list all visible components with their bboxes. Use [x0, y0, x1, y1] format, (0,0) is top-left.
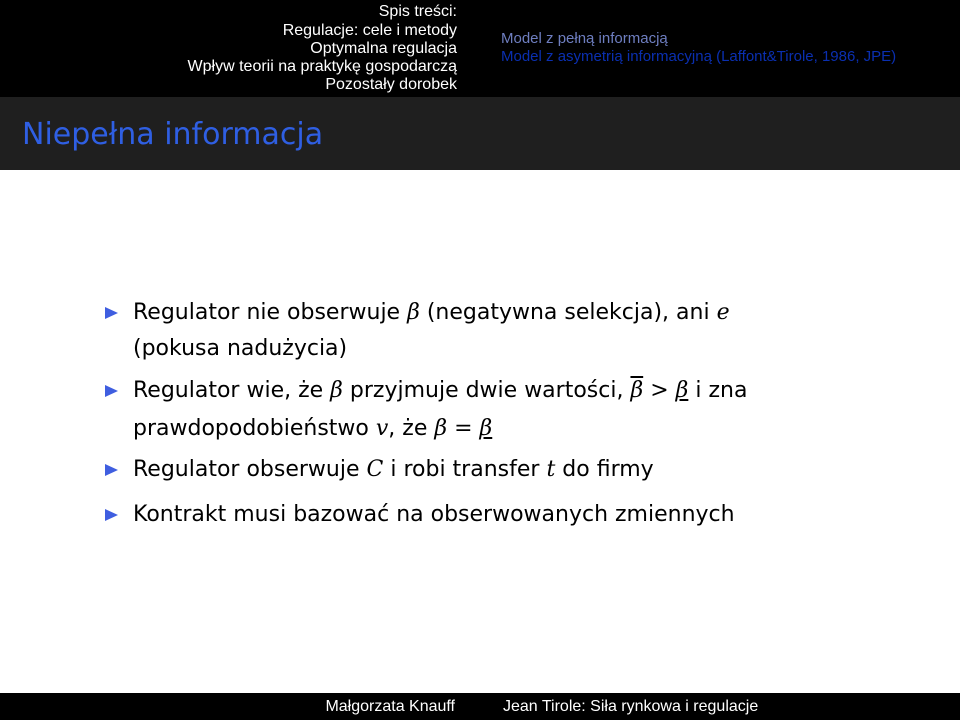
bullet-2-line-1	[133, 378, 747, 404]
bullet-3-text-a: Regulator obserwuje	[133, 457, 360, 482]
c-symbol: C	[366, 457, 384, 482]
bullet-4-line-1: Kontrakt musi bazować na obserwowanych zmiennych	[133, 502, 735, 527]
bullet-2-text-b: przyjmuje dwie wartości,	[349, 378, 624, 403]
bullet-triangle-icon	[105, 307, 118, 319]
footer-title: Jean Tirole: Siła rynkowa i regulacje	[503, 698, 759, 715]
subsection-asymetria-informacyjna[interactable]: Model z asymetrią informacyjną (Laffont&Tirole, 1986, JPE)	[501, 48, 897, 65]
beta-symbol: β	[330, 378, 343, 403]
beta-symbol: β	[407, 300, 420, 325]
toc-item-pozostaly-dorobek[interactable]: Pozostały dorobek	[325, 76, 457, 93]
bullet-2-line-2	[133, 416, 492, 442]
beta-underline-symbol: β	[675, 378, 689, 403]
bullet-triangle-icon	[105, 385, 118, 397]
bullet-triangle-icon	[105, 464, 118, 476]
bullet-2-text-f: , że	[388, 416, 428, 441]
toc-item-optymalna-regulacja[interactable]: Optymalna regulacja	[310, 40, 457, 57]
bullet-triangle-icon	[105, 509, 118, 521]
equals-symbol: =	[454, 416, 473, 441]
toc-item-regulacje[interactable]: Regulacje: cele i metody	[282, 22, 457, 39]
toc-item-wplyw-teorii[interactable]: Wpływ teorii na praktykę gospodarczą	[187, 58, 457, 75]
bullet-1-text-a: Regulator nie obserwuje	[133, 300, 401, 325]
t-symbol: t	[546, 457, 556, 482]
beta-underline-symbol: β	[479, 416, 493, 441]
header-bar	[0, 0, 960, 97]
bullet-3-text-c: do firmy	[562, 457, 654, 482]
bullet-1-line-1	[133, 300, 730, 326]
bullet-3-line-1	[133, 457, 654, 483]
greater-than-symbol: >	[650, 378, 669, 403]
table-of-contents	[0, 0, 480, 97]
bullet-2-text-a: Regulator wie, że	[133, 378, 324, 403]
subsection-pelna-informacja[interactable]: Model z pełną informacją	[501, 30, 668, 47]
beta-overline-symbol: $\overline{\beta}$	[630, 378, 644, 403]
bullet-1-text-b: (negatywna selekcja), ani	[426, 300, 710, 325]
beta-symbol: β	[434, 416, 448, 441]
frame-title: Niepełna informacja	[22, 117, 324, 152]
toc-heading[interactable]: Spis treści:	[378, 3, 457, 20]
footer-author: Małgorzata Knauff	[325, 698, 455, 715]
bullet-2-text-c: i zna	[695, 378, 748, 403]
bullet-1-line-2: (pokusa nadużycia)	[133, 336, 348, 361]
e-symbol: e	[716, 300, 730, 325]
footer-bar	[0, 693, 960, 720]
bullet-2-text-d: prawdopodobieństwo	[133, 416, 369, 441]
bullet-3-text-b: i robi transfer	[390, 457, 540, 482]
v-symbol: v	[375, 416, 389, 441]
